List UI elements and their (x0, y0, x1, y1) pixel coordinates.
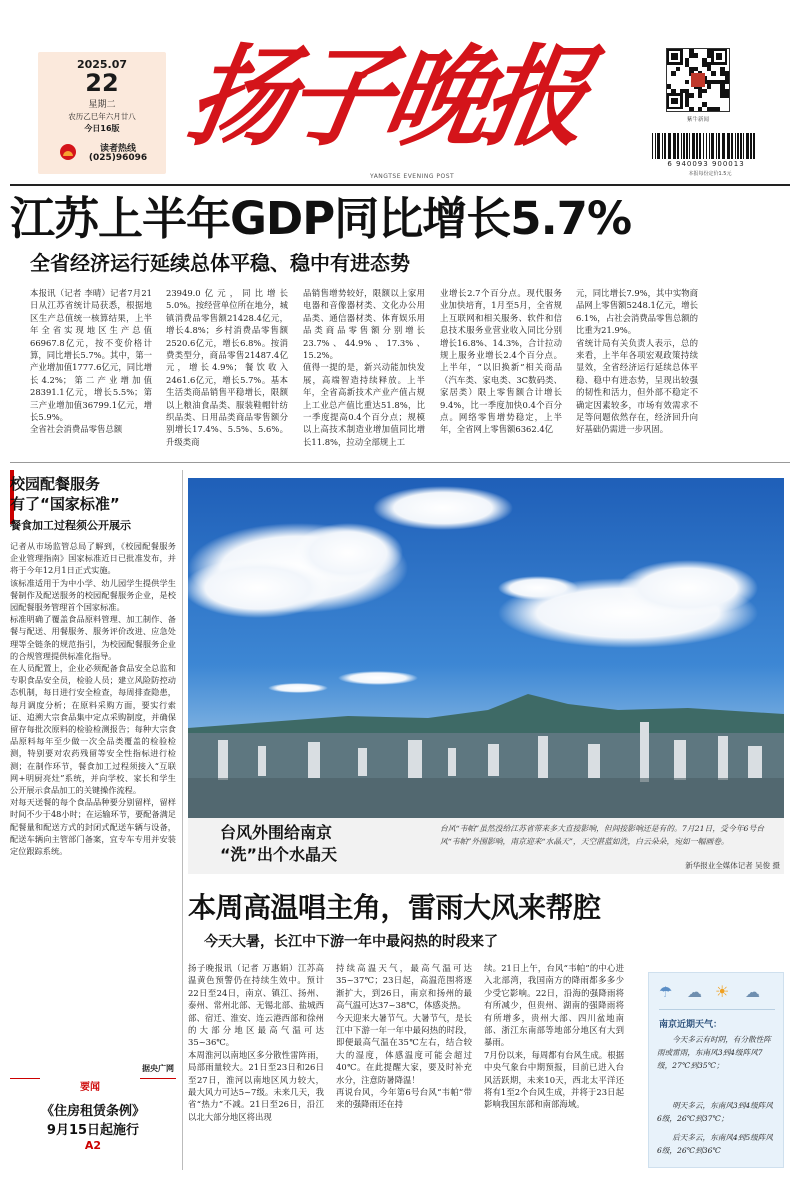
qr-module (685, 80, 689, 84)
weather-headline: 本周高温唱主角，雷雨大风来帮腔 (188, 891, 601, 924)
price-note: 本报每份定价1.5元 (688, 171, 732, 177)
forecast-today: 今天多云有时阴，有分散性阵雨或雷雨，东南风3到4级阵风7级，27℃到35℃； (657, 1035, 771, 1070)
barcode-bar (716, 133, 717, 159)
barcode-bar (689, 133, 690, 159)
lead-rule (10, 462, 790, 463)
photo-credit: 新华报业全媒体记者 吴俊 摄 (685, 861, 780, 870)
masthead-calligraphy: 扬子晚报 (178, 31, 594, 162)
qr-module (725, 80, 729, 84)
qr-module (707, 84, 711, 88)
lead-col-1: 本报讯（记者 李晴）记者7月21日从江苏省统计局获悉，根据地区生产总值统一核算结果，上半年全省实现地区生产总值66967.8亿元，按不变价格计算，同比增长5.7%。其中，第一产业增加值1777.6亿元，同比增长4.2%；第二产业增加值28391.1亿元，增长5.5%；第三产业增加值36799.1亿元，增长5.9%。 全省社会消费品零售总额 (30, 288, 152, 435)
hotline-number: (025)96096 (88, 153, 148, 163)
barcode-bar (735, 133, 736, 159)
barcode-bar (677, 133, 679, 159)
skyline-photo (188, 478, 784, 818)
news-title-2: 9月15日起施行 (46, 1123, 140, 1138)
news-title-1: 《住房租赁条例》 (40, 1104, 145, 1119)
barcode-bar (668, 133, 671, 159)
barcode-bar (664, 133, 666, 159)
lead-col-2: 23949.0亿元，同比增长5.0%。按经营单位所在地分，城镇消费品零售额21428.4亿元，增长4.8%；乡村消费品零售额2520.6亿元，增长6.8%。按消费类型分，商品零售21487.4亿元，增长4.9%；餐饮收入2461.6亿元，增长5.7%。基本生活类商品销售平稳增长，限额以上粮油食品类、服装鞋帽针纺织品类、日用品类商品零售额分别增长17.4%、5.5%、5.6%。升级类商 (166, 288, 288, 447)
weather-col-1: 扬子晚报讯（记者 万惠娟）江苏高温黄色预警仍在持续生效中。预计22日至24日，南京、镇江、扬州、泰州、常州北部、无锡北部、盐城西部、宿迁、淮安、连云港西部和徐州的大部分地区最高气温可达35~36℃。 本周淮河以南地区多分散性雷阵雨，局部雨量较大。21日至23日和26日至27日，淮河以南地区风力较大，最大风力可达5~7级。未来几天，我省“热力”不减。21日至26日，沿江以北大部分地区将出现 (188, 963, 324, 1122)
lead-col-3: 品销售增势较好，限额以上家用电器和音像器材类、文化办公用品类、通信器材类、体育娱乐用品类商品零售额分别增长23.7%、44.9%、17.3%、15.2%。 值得一提的是，新兴动能加快发展，高端智造持续释放。上半年，全省高新技术产业产值占规上工业总产值比重达51.8%，比一季度提高0.4个百分点；规模以上高技术制造业增加值同比增长11.8%，拉动全部规上工 (303, 288, 425, 447)
barcode-bar (686, 133, 688, 159)
qr-module (689, 93, 693, 97)
sun-icon: ☀ (715, 982, 730, 1001)
weather-subhead: 今天大暑，长江中下游一年中最闷热的时段来了 (204, 934, 498, 950)
barcode-bar (750, 133, 752, 159)
barcode-bar (657, 133, 660, 159)
barcode-bar (740, 133, 742, 159)
qr-module (676, 67, 680, 71)
qr-module (711, 71, 715, 75)
barcode-bar (711, 133, 714, 159)
barcode-bar (703, 133, 704, 159)
barcode-bar (718, 133, 720, 159)
barcode-bar (652, 133, 653, 159)
barcode-bar (673, 133, 676, 159)
lead-col-4: 业增长2.7个百分点。现代服务业加快培育，1月至5月，全省规上互联网和相关服务、软件和信息技术服务业营业收入同比分别增长16.8%、14.3%，合计拉动规上服务业增长2.4个百分点。上半年，“以旧换新”相关商品（汽车类、家电类、3C数码类、家居类）限上零售额合计增长9.4%，比一季度加快0.4个百分点。网络零售增势稳定，上半年，全省网上零售额6362.4亿 (440, 288, 562, 435)
qr-module (694, 53, 698, 57)
side-credit: 据央广网 (110, 1062, 174, 1074)
masthead-english: YANGTSE EVENING POST (370, 173, 455, 180)
qr-module (716, 107, 720, 111)
date-day: 22 (85, 69, 119, 97)
masthead-rule (10, 184, 790, 186)
qr-module (689, 107, 693, 111)
barcode-bar (737, 133, 739, 159)
barcode-bar (731, 133, 733, 159)
forecast-tomorrow: 明天多云，东南风3到4级阵风6级，26℃到37℃； (657, 1101, 773, 1123)
news-page-ref: A2 (84, 1139, 102, 1152)
hotline-icon (60, 144, 76, 160)
lead-col-5: 元，同比增长7.9%，其中实物商品网上零售额5248.1亿元，增长6.1%，占社会消费品零售总额的比重为21.9%。 省统计局有关负责人表示，总的来看，上半年各项宏观政策持续显效，全省经济运行延续总体平稳、稳中有进态势，呈现出较强的韧性和活力，但外部不稳定不确定因素较多，市场有效需求不足等问题依然存在，经济回升向好基础仍需进一步巩固。 (576, 288, 698, 435)
cloud-icon: ☁ (687, 983, 702, 1001)
barcode-bar (722, 133, 725, 159)
side-subhead: 餐食加工过程须公开展示 (10, 519, 131, 532)
barcode-bar (655, 133, 656, 159)
photo-title-1: 台风外围给南京 (220, 823, 333, 842)
forecast-day-after: 后天多云，东南风4到5级阵风6级，26℃到36℃ (657, 1133, 773, 1155)
qr-module (698, 93, 702, 97)
weather-col-2: 持续高温天气，最高气温可达35~37℃；23日起，高温范围将逐渐扩大，到26日，南京和扬州的最高气温可达37~38℃，体感炎热。 今天迎来大暑节气。大暑节气，是长江中下游一年一年中最闷热的时段，即便最高气温在35℃左右，结合较大的湿度，体感温度可能会超过40℃。在此提醒大家，要及时补充水分，注意防暑降温！ 再说台风，今年第6号台风“韦帕”带来的强降雨还在持 (336, 963, 472, 1110)
masthead-title (178, 22, 630, 172)
photo-scene (188, 478, 784, 818)
photo-caption: 台风“韦帕”虽然没给江苏省带来多大直接影响，但间接影响还是有的。7月21日，受今年6号台风“韦帕”外围影响，南京迎来“水晶天”，天空湛蓝如洗，白云朵朵，宛如一幅画卷。 (440, 824, 765, 846)
barcode-number: 6 940093 900013 (648, 160, 764, 168)
barcode-bar (683, 133, 685, 159)
barcode-bar (662, 133, 663, 159)
date-year-month: 2025.07 (76, 58, 128, 71)
side-headline-2: 有了“国家标准” (10, 495, 120, 513)
barcode-bar (753, 133, 755, 159)
weather-col-3: 续。21日上午，台风“韦帕”的中心进入北部湾，我国南方的降雨都多多少少受它影响。22日，沿海的强降雨将有所减少，但贵州、湖南的强降雨将有所增多，贵州大部、四川盆地南部、浙江东南部等地部分地区有大到暴雨。 7月份以来，每周都有台风生成。根据中央气象台中期预报，目前已进入台风活跃期，未来10天，西北太平洋还将有1至2个台风生成，并将于23日起影响我国东部和南部海域。 (484, 963, 624, 1110)
barcode-bar (743, 133, 744, 159)
hotline-label: 读者热线 (99, 144, 136, 154)
forecast-box (648, 972, 784, 1168)
barcode-bar (699, 133, 701, 159)
lead-headline: 江苏上半年GDP同比增长5.7% (10, 192, 632, 245)
photo-title-2: “洗”出个水晶天 (220, 845, 338, 864)
partly-cloudy-icon: ☁ (745, 983, 760, 1001)
barcode-bar (692, 133, 695, 159)
qr-finder (716, 53, 723, 60)
barcode-bar (727, 133, 730, 159)
news-label: 要闻 (40, 1078, 140, 1093)
forecast-title: 南京近期天气： (659, 1020, 723, 1030)
barcode-bar (696, 133, 698, 159)
rain-icon: ☂ (659, 983, 673, 1001)
qr-module (702, 89, 706, 93)
lead-subhead: 全省经济运行延续总体平稳、稳中有进态势 (30, 251, 410, 275)
barcode-bar (681, 133, 682, 159)
side-body: 记者从市场监管总局了解到，《校园配餐服务企业管理指南》国家标准近日已批准发布，并将于今年12月1日正式实施。 该标准适用于为中小学、幼儿园学生提供学生餐制作及配送服务的校园配餐服务企业，是校园配餐服务管理首个国家标准。 标准明确了覆盖食品原料管理、加工制作、备餐与配送、用餐服务、服务评价改进、应急处理等全链条的规范指引，为校园配餐服务企业的合规管理提供标准化指导。 在人员配置上，企业必须配备食品安全总监和专职食品安全员，检验人员；建立风险防控动态机制，每日进行安全检查，每周排查隐患，每月调度分析；在原料采购方面，要实行索证、追溯大宗食品集中定点采购制度，并确保留存每批次原料的检验检测报告；每种大宗食品原料每年至少做一次全品类覆盖的检验检测，特别要对农药残留等安全性指标进行检测；在制作环节，餐食加工过程须接入“互联网+明厨亮灶”系统，并向学校、家长和学生公开展示食品加工的关键操作流程。 对每天送餐的每个食品品种要分别留样，留样时间不少于48小时；在运输环节，要配备满足配餐量和配送方式的封闭式配送车辆与设备，配送车辆向主管部门备案，宜专车专用并安装定位跟踪系统。 (10, 541, 176, 857)
qr-code (666, 48, 730, 112)
page-count: 今日16版 (84, 124, 120, 133)
qr-module (725, 93, 729, 97)
date-box (38, 52, 166, 174)
side-headline-1: 校园配餐服务 (10, 475, 101, 493)
date-lunar: 农历乙巳年六月廿八 (68, 112, 136, 121)
column-divider (182, 470, 183, 1170)
forecast-divider (659, 1009, 775, 1010)
qr-module (671, 71, 675, 75)
qr-center-logo (691, 73, 705, 87)
qr-caption: 紫牛新闻 (686, 117, 709, 123)
qr-finder (671, 53, 678, 60)
barcode-bar (709, 133, 710, 159)
qr-module (698, 107, 702, 111)
date-weekday: 星期二 (88, 100, 116, 110)
barcode-bar (746, 133, 749, 159)
barcode-bar (706, 133, 707, 159)
qr-finder (671, 98, 678, 105)
